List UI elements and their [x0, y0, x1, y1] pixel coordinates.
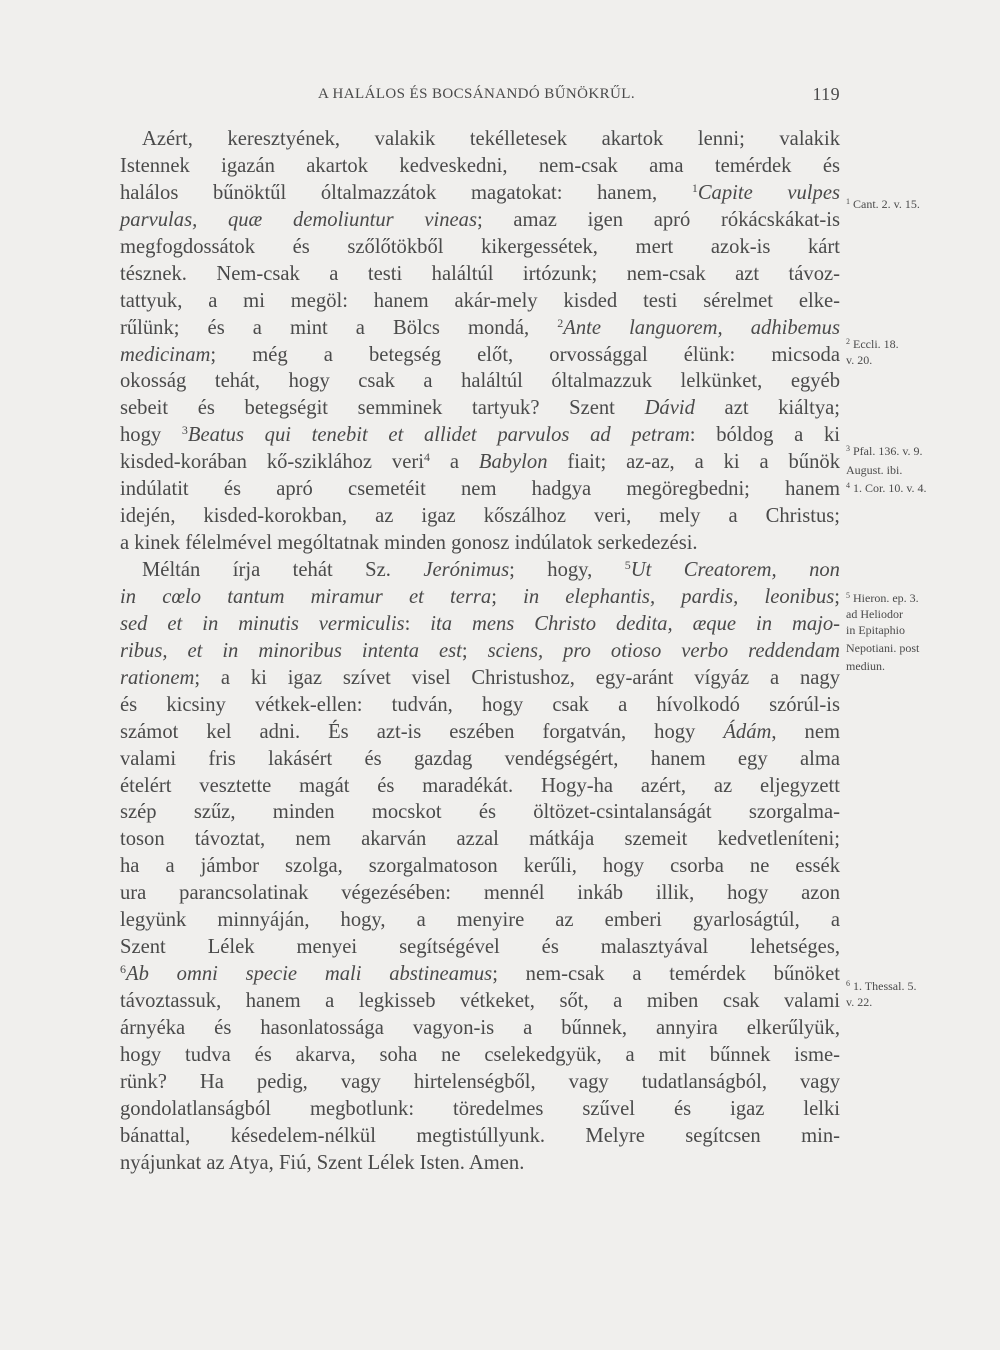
margin-note: v. 20.	[846, 353, 873, 367]
text-line: Azért, keresztyének, valakik tekélletesek akartok lenni; valakik	[142, 128, 840, 150]
text-line: okosság tehát, hogy csak a haláltúl óltalmazzuk lelkünket, egyéb	[120, 370, 840, 393]
text-line: rűlünk; és a mint a Bölcs mondá, $^2$Ante languorem, adhibemus	[120, 315, 840, 339]
text-line: sebeit és betegségit semminek tartyuk? Szent Dávid azt kiáltya;	[120, 397, 840, 420]
margin-note: v. 22.	[846, 995, 873, 1009]
text-line: és kicsiny vétkek-ellen: tudván, hogy csak a hívolkodó szórúl-is	[120, 693, 840, 716]
text-line: tésznek. Nem-csak a testi haláltúl irtózunk; nem-csak azt távoz-	[120, 262, 840, 285]
text-line: bánattal, késedelem-nélkül megtistúllyunk. Melyre segítcsen min-	[120, 1124, 840, 1147]
text-line: in cœlo tantum miramur et terra; in elephantis, pardis, leonibus;	[120, 585, 841, 608]
text-line: legyünk minnyáján, hogy, a menyire az emberi gyarloságtúl, a	[120, 909, 840, 932]
margin-note: in Epitaphio	[846, 623, 905, 637]
text-line: távoztassuk, hanem a legkisseb vétkeket, sőt, a miben csak valami	[120, 990, 840, 1012]
margin-note: mediun.	[846, 659, 885, 673]
text-line: nyájunkat az Atya, Fiú, Szent Lélek Isten. Amen.	[120, 1151, 525, 1174]
text-line: Istennek igazán akartok kedveskedni, nem-csak ama temérdek és	[120, 154, 840, 177]
page-number: 119	[812, 84, 840, 104]
text-line: parvulas, quæ demoliuntur vineas; amaz igen apró rókácskákat-is	[120, 208, 840, 231]
text-line: Méltán írja tehát Sz. Jerónimus; hogy, $^5$Ut Creatorem, non	[142, 558, 840, 581]
margin-note: $^4$ 1. Cor. 10. v. 4.	[846, 481, 927, 495]
text-line: gondolatlanságból megbotlunk: töredelmes szűvel és igaz lelki	[120, 1097, 840, 1120]
text-line: megfogdossátok és szőlőtökből kikergessétek, mert azok-is kárt	[120, 235, 840, 258]
text-line: ribus, et in minoribus intenta est; sciens, pro otioso verbo reddendam	[120, 639, 841, 662]
text-line: ételért vesztette magát és maradékát. Hogy-ha azért, az eljegyzett	[120, 774, 840, 797]
margin-note: $^2$ Eccli. 18.	[846, 337, 899, 351]
text-line: rünk? Ha pedig, vagy hirtelenségből, vagy tudatlanságból, vagy	[120, 1070, 840, 1093]
text-line: $^6$Ab omni specie mali abstineamus; nem-csak a temérdek bűnöket	[120, 962, 840, 986]
text-line: kisded-korában kő-sziklához veri$^4$ a Babylon fiait; az-az, a ki a bűnök	[120, 450, 840, 474]
text-line: medicinam; még a betegség előt, orvossággal élünk: micsoda	[120, 343, 840, 366]
text-line: hogy $^3$Beatus qui tenebit et allidet parvulos ad petram: bóldog a ki	[120, 423, 840, 447]
text-line: idején, kisded-korokban, az igaz kőszálhoz veri, mely a Christus;	[120, 505, 840, 528]
margin-note: ad Heliodor	[846, 607, 903, 621]
text-line: rationem; a ki igaz szívet visel Christushoz, egy-aránt vígyáz a nagy	[120, 666, 840, 689]
text-line: ura parancsolatinak végezésében: mennél inkáb illik, hogy azon	[120, 882, 840, 905]
text-line: hogy tudva és akarva, soha ne cselekedgyük, a mit bűnnek isme-	[120, 1043, 840, 1066]
text-line: sed et in minutis vermiculis: ita mens Christo dedita, æque in majo-	[120, 612, 841, 635]
body-text	[120, 126, 840, 1177]
text-line: halálos bűnöktűl óltalmazzátok magatokat: hanem, $^1$Capite vulpes	[120, 180, 840, 204]
text-line: valami fris lakásért és gazdag vendégségért, hanem egy alma	[120, 747, 840, 770]
margin-note: $^6$ 1. Thessal. 5.	[846, 979, 917, 993]
text-line: ha a jámbor szolga, szorgalmatoson kerűli, hogy csorba ne essék	[120, 855, 840, 878]
running-header	[318, 86, 840, 110]
text-line: a kinek félelmével mególtatnak minden gonosz indúlatok serkedezési.	[120, 532, 698, 555]
text-line: tattyuk, a mi megöl: hanem akár-mely kisded testi sérelmet elke-	[120, 289, 840, 312]
margin-note: $^1$ Cant. 2. v. 15.	[846, 197, 920, 211]
margin-note: $^3$ Pfal. 136. v. 9.	[846, 444, 923, 458]
margin-note: $^5$ Hieron. ep. 3.	[846, 591, 919, 605]
text-line: toson távoztat, nem akarván azzal mátkája szemeit kedvetleníteni;	[120, 828, 840, 851]
text-line: Szent Lélek menyei segítségével és malasztyával lehetséges,	[120, 936, 840, 959]
margin-note: August. ibi.	[846, 463, 903, 477]
running-title: A HALÁLOS ÉS BOCSÁNANDÓ BŰNÖKRŰL.	[318, 86, 635, 102]
margin-note: Nepotiani. post	[846, 641, 920, 655]
text-line: árnyéka és hasonlatossága vagyon-is a bűnnek, annyira elkerűlyük,	[120, 1016, 840, 1039]
text-line: számot kel adni. És azt-is eszében forgatván, hogy Ádám, nem	[120, 720, 840, 743]
text-line: szép szűz, minden mocskot és öltözet-csintalanságát szorgalma-	[120, 801, 840, 824]
text-line: indúlatit és apró csemetéit nem hadgya megöregbedni; hanem	[120, 478, 840, 501]
